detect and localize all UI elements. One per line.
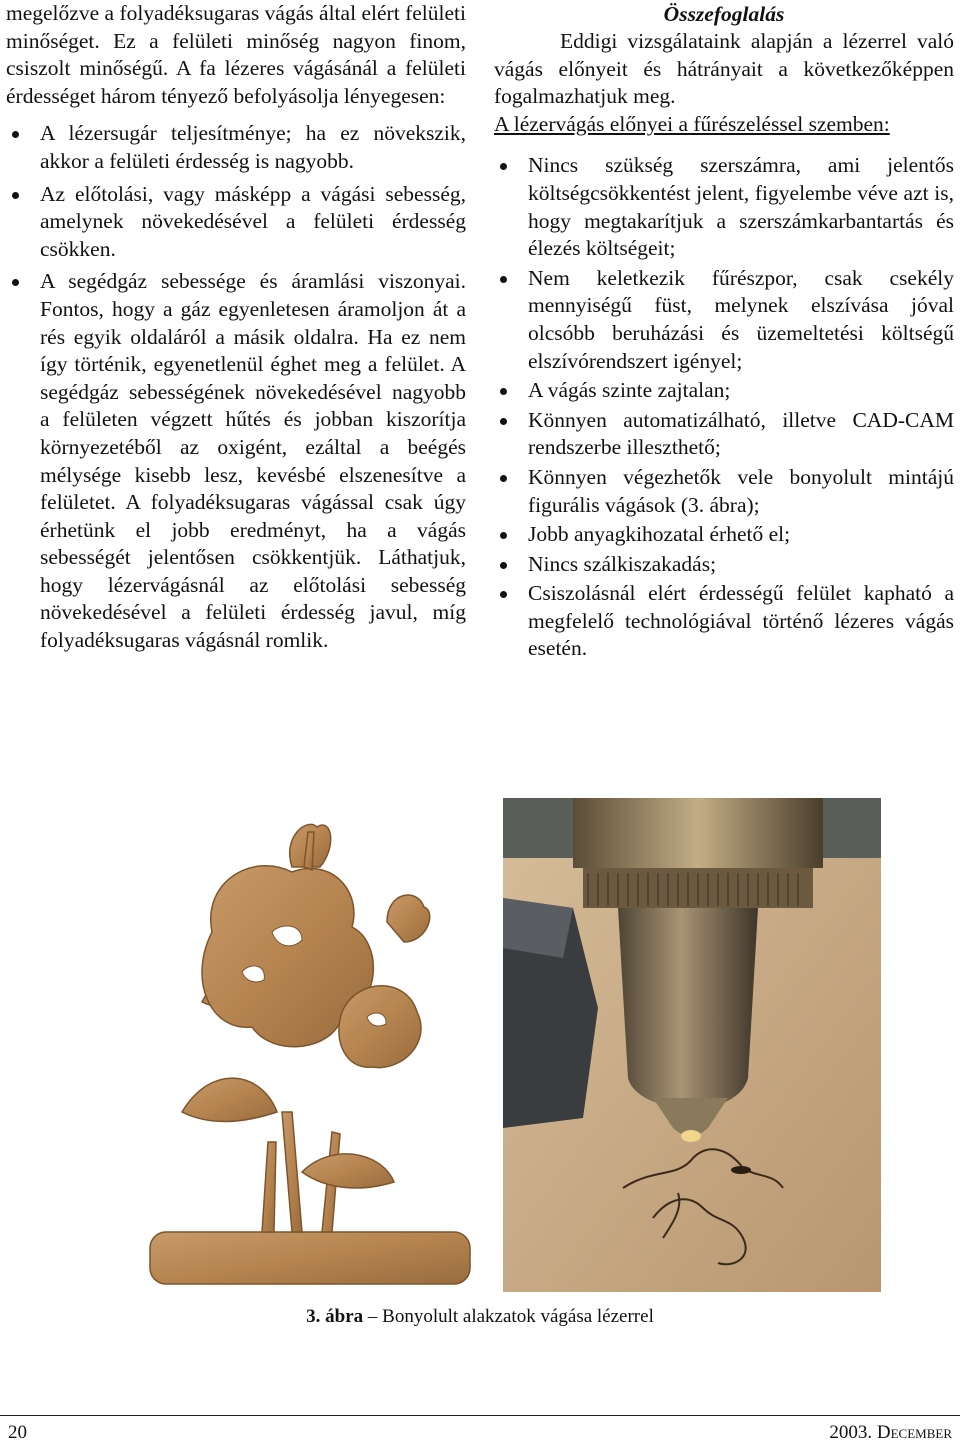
figure-caption-text: – Bonyolult alakzatok vágása lézerrel <box>367 1306 654 1327</box>
page-number: 20 <box>8 1422 27 1443</box>
wooden-rose-cutout-image <box>142 812 482 1297</box>
left-column <box>6 0 466 660</box>
bullet-icon <box>12 279 19 286</box>
figure-number: 3. ábra <box>306 1306 364 1327</box>
list-item: Csiszolásnál elért érdességű felület kapható a megfelelő technológiával történő lézeres vágás esetén. <box>494 580 954 663</box>
list-item: Nem keletkezik fűrészpor, csak csekély mennyiségű füst, melynek elszívása jóval olcsóbb beruházási és üzemeltetési költségű elszívórendszert igényel; <box>494 265 954 375</box>
bullet-icon <box>500 163 507 170</box>
list-item: Jobb anyagkihozatal érhető el; <box>494 521 954 549</box>
factor-list <box>6 120 466 654</box>
list-item: Könnyen végezhetők vele bonyolult mintájú figurális vágások (3. ábra); <box>494 464 954 519</box>
laser-cutting-nozzle-photo <box>503 798 881 1292</box>
section-heading: Összefoglalás <box>663 2 785 26</box>
intro-paragraph: megelőzve a folyadéksugaras vágás által elért felületi minőséget. Ez a felületi minőség nagyon finom, csiszolt minőségű. A fa lézeres vágásánál a felületi érdességet három tényező befolyásolja lényegesen: <box>6 1 466 108</box>
right-column <box>494 0 954 665</box>
footer-divider <box>0 1415 960 1416</box>
list-item: A lézersugár teljesítménye; ha ez növekszik, akkor a felületi érdesség is nagyobb. <box>6 120 466 175</box>
bullet-icon <box>500 562 507 569</box>
issue-date: 2003. December <box>829 1422 952 1443</box>
summary-paragraph: Eddigi vizsgálataink alapján a lézerrel való vágás előnyeit és hátrányait a következőképpen fogalmazhatjuk meg. <box>494 29 954 109</box>
advantages-list <box>494 152 954 663</box>
bullet-icon <box>500 591 507 598</box>
bullet-icon <box>500 532 507 539</box>
bullet-icon <box>12 192 19 199</box>
bullet-icon <box>500 475 507 482</box>
bullet-icon <box>500 276 507 283</box>
list-item: Könnyen automatizálható, illetve CAD-CAM rendszerbe illeszthető; <box>494 407 954 462</box>
list-item: A segédgáz sebessége és áramlási viszonyai. Fontos, hogy a gáz egyenletesen áramoljon át a rés egyik oldaláról a másik oldalra. Ha ez nem így történik, egyenetlenül éghet meg a felület. A segédgáz sebességének növekedésével nagyobb a felületen végzett hűtés és jobban kiszorítja környezetéből az oxigént, ezáltal a beégés mélysége kisebb lesz, kevésbé elszenesítve a felületet. A folyadéksugaras vágással csak úgy érhetünk el jobb eredményt, ha a vágás sebességét jelentősen csökkentjük. Láthatjuk, hogy lézervágásnál az előtolási sebesség növekedésével a felületi érdesség javul, míg folyadéksugaras vágásnál romlik. <box>6 268 466 654</box>
figure-caption <box>0 1305 960 1329</box>
list-item: Nincs szálkiszakadás; <box>494 551 954 579</box>
bullet-icon <box>12 131 19 138</box>
list-item: A vágás szinte zajtalan; <box>494 377 954 405</box>
bullet-icon <box>500 418 507 425</box>
advantages-subheading: A lézervágás előnyei a fűrészeléssel szemben: <box>494 111 890 136</box>
list-item: Nincs szükség szerszámra, ami jelentős költségcsökkentést jelent, figyelembe véve azt is, hogy megtakarítjuk a szerszámkarbantartás és élezés költségeit; <box>494 152 954 262</box>
list-item: Az előtolási, vagy másképp a vágási sebesség, amelynek növekedésével a felületi érdesség csökken. <box>6 181 466 264</box>
bullet-icon <box>500 388 507 395</box>
